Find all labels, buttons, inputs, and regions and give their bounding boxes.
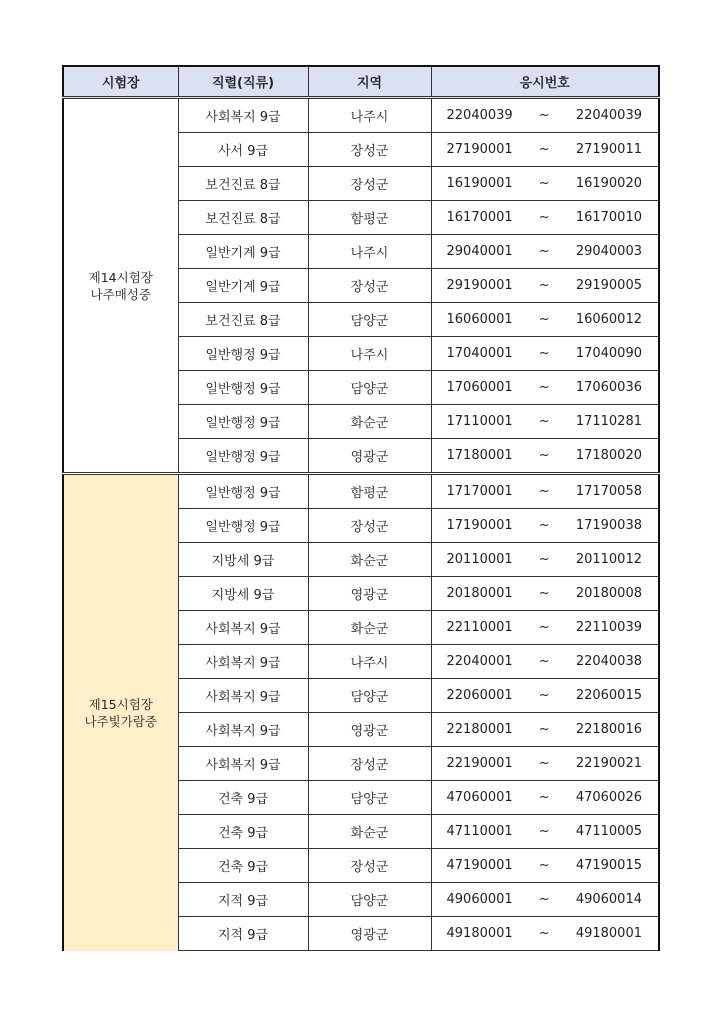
exam-number-range (432, 722, 659, 737)
exam-number-to: 16190020 (575, 176, 642, 191)
exam-number-from: 22040001 (446, 654, 513, 669)
exam-number-to: 49060014 (575, 892, 642, 907)
exam-number-cell (431, 474, 659, 509)
job-series-cell: 일반행정 9급 (178, 509, 308, 543)
exam-number-from: 17040001 (446, 346, 513, 361)
exam-number-cell (431, 611, 659, 645)
exam-site-cell (63, 98, 178, 474)
exam-number-from: 22190001 (446, 756, 513, 771)
exam-number-to: 47190015 (575, 858, 642, 873)
range-tilde: ~ (538, 722, 550, 737)
exam-number-range (432, 654, 659, 669)
job-series-cell: 지방세 9급 (178, 543, 308, 577)
region-cell: 영광군 (308, 439, 431, 474)
exam-number-range (432, 518, 659, 533)
exam-number-range (432, 892, 659, 907)
range-tilde: ~ (538, 484, 550, 499)
exam-number-cell (431, 235, 659, 269)
job-series-cell: 건축 9급 (178, 815, 308, 849)
region-cell: 담양군 (308, 679, 431, 713)
exam-number-range (432, 586, 659, 601)
exam-number-range (432, 926, 659, 941)
exam-number-from: 17060001 (446, 380, 513, 395)
range-tilde: ~ (538, 586, 550, 601)
exam-number-to: 17110281 (575, 414, 642, 429)
exam-number-cell (431, 337, 659, 371)
region-cell: 담양군 (308, 883, 431, 917)
job-series-cell: 사회복지 9급 (178, 645, 308, 679)
exam-number-to: 17060036 (575, 380, 642, 395)
exam-number-from: 29190001 (446, 278, 513, 293)
exam-number-cell (431, 645, 659, 679)
exam-number-to: 49180001 (575, 926, 642, 941)
region-cell: 화순군 (308, 543, 431, 577)
region-cell: 장성군 (308, 167, 431, 201)
exam-site-number: 제15시험장 (88, 696, 153, 712)
job-series-cell: 일반행정 9급 (178, 337, 308, 371)
job-series-cell: 보건진료 8급 (178, 303, 308, 337)
range-tilde: ~ (538, 278, 550, 293)
exam-number-from: 17170001 (446, 484, 513, 499)
exam-number-from: 22110001 (446, 620, 513, 635)
range-tilde: ~ (538, 756, 550, 771)
exam-number-from: 17110001 (446, 414, 513, 429)
region-cell: 영광군 (308, 577, 431, 611)
exam-number-cell (431, 815, 659, 849)
range-tilde: ~ (538, 518, 550, 533)
region-cell: 장성군 (308, 747, 431, 781)
exam-site-number: 제14시험장 (88, 269, 153, 285)
exam-number-range (432, 108, 659, 123)
exam-number-from: 20180001 (446, 586, 513, 601)
exam-number-cell (431, 543, 659, 577)
exam-number-from: 47060001 (446, 790, 513, 805)
range-tilde: ~ (538, 210, 550, 225)
exam-number-cell (431, 371, 659, 405)
header-exam-number: 응시번호 (431, 66, 659, 98)
exam-number-from: 22180001 (446, 722, 513, 737)
region-cell: 나주시 (308, 645, 431, 679)
exam-number-from: 27190001 (446, 142, 513, 157)
range-tilde: ~ (538, 142, 550, 157)
job-series-cell: 지적 9급 (178, 917, 308, 951)
exam-assignment-table (62, 65, 660, 951)
job-series-cell: 일반행정 9급 (178, 474, 308, 509)
range-tilde: ~ (538, 244, 550, 259)
range-tilde: ~ (538, 654, 550, 669)
exam-number-range (432, 448, 659, 463)
table-row (63, 98, 659, 133)
exam-number-to: 17190038 (575, 518, 642, 533)
exam-number-range (432, 824, 659, 839)
region-cell: 담양군 (308, 303, 431, 337)
exam-number-to: 27190011 (575, 142, 642, 157)
exam-number-cell (431, 201, 659, 235)
range-tilde: ~ (538, 312, 550, 327)
exam-number-range (432, 552, 659, 567)
region-cell: 화순군 (308, 405, 431, 439)
exam-number-cell (431, 883, 659, 917)
job-series-cell: 일반기계 9급 (178, 235, 308, 269)
exam-number-range (432, 858, 659, 873)
range-tilde: ~ (538, 926, 550, 941)
exam-number-range (432, 484, 659, 499)
range-tilde: ~ (538, 892, 550, 907)
exam-number-range (432, 142, 659, 157)
range-tilde: ~ (538, 108, 550, 123)
region-cell: 나주시 (308, 337, 431, 371)
region-cell: 화순군 (308, 815, 431, 849)
exam-number-range (432, 620, 659, 635)
exam-number-cell (431, 747, 659, 781)
exam-number-cell (431, 849, 659, 883)
exam-number-to: 17180020 (575, 448, 642, 463)
exam-number-to: 47060026 (575, 790, 642, 805)
job-series-cell: 일반기계 9급 (178, 269, 308, 303)
job-series-cell: 사회복지 9급 (178, 98, 308, 133)
exam-number-from: 29040001 (446, 244, 513, 259)
region-cell: 나주시 (308, 98, 431, 133)
range-tilde: ~ (538, 448, 550, 463)
exam-number-from: 20110001 (446, 552, 513, 567)
exam-number-cell (431, 405, 659, 439)
exam-number-cell (431, 577, 659, 611)
exam-number-from: 16190001 (446, 176, 513, 191)
exam-site-school: 나주매성중 (90, 286, 151, 302)
exam-number-to: 22190021 (575, 756, 642, 771)
region-cell: 영광군 (308, 917, 431, 951)
range-tilde: ~ (538, 346, 550, 361)
exam-number-from: 17190001 (446, 518, 513, 533)
exam-number-from: 22040039 (446, 108, 513, 123)
region-cell: 영광군 (308, 713, 431, 747)
exam-number-to: 20110012 (575, 552, 642, 567)
exam-number-from: 16170001 (446, 210, 513, 225)
exam-number-to: 22060015 (575, 688, 642, 703)
exam-number-to: 17040090 (575, 346, 642, 361)
exam-number-range (432, 210, 659, 225)
exam-number-to: 20180008 (575, 586, 642, 601)
job-series-cell: 사회복지 9급 (178, 747, 308, 781)
exam-site-cell (63, 474, 178, 951)
exam-number-from: 17180001 (446, 448, 513, 463)
exam-number-cell (431, 269, 659, 303)
region-cell: 장성군 (308, 509, 431, 543)
exam-number-range (432, 688, 659, 703)
exam-number-cell (431, 98, 659, 133)
exam-number-from: 49060001 (446, 892, 513, 907)
job-series-cell: 지적 9급 (178, 883, 308, 917)
exam-number-to: 47110005 (575, 824, 642, 839)
range-tilde: ~ (538, 414, 550, 429)
exam-number-to: 17170058 (575, 484, 642, 499)
job-series-cell: 지방세 9급 (178, 577, 308, 611)
range-tilde: ~ (538, 552, 550, 567)
exam-number-cell (431, 439, 659, 474)
range-tilde: ~ (538, 380, 550, 395)
exam-number-to: 29190005 (575, 278, 642, 293)
region-cell: 담양군 (308, 371, 431, 405)
job-series-cell: 보건진료 8급 (178, 167, 308, 201)
header-region: 지역 (308, 66, 431, 98)
exam-number-cell (431, 917, 659, 951)
header-row (63, 66, 659, 98)
exam-number-cell (431, 679, 659, 713)
exam-number-from: 47190001 (446, 858, 513, 873)
exam-number-from: 47110001 (446, 824, 513, 839)
header-job-series: 직렬(직류) (178, 66, 308, 98)
exam-number-to: 22040038 (575, 654, 642, 669)
exam-number-range (432, 244, 659, 259)
exam-number-range (432, 414, 659, 429)
exam-number-cell (431, 303, 659, 337)
table-body (63, 98, 659, 951)
exam-number-range (432, 278, 659, 293)
exam-number-cell (431, 167, 659, 201)
job-series-cell: 일반행정 9급 (178, 405, 308, 439)
header-exam-site: 시험장 (63, 66, 178, 98)
range-tilde: ~ (538, 620, 550, 635)
job-series-cell: 사서 9급 (178, 133, 308, 167)
exam-number-cell (431, 133, 659, 167)
region-cell: 장성군 (308, 133, 431, 167)
exam-site-school: 나주빛가람중 (84, 713, 157, 729)
exam-number-range (432, 312, 659, 327)
exam-number-range (432, 346, 659, 361)
region-cell: 화순군 (308, 611, 431, 645)
region-cell: 나주시 (308, 235, 431, 269)
job-series-cell: 사회복지 9급 (178, 679, 308, 713)
exam-number-from: 49180001 (446, 926, 513, 941)
exam-number-from: 22060001 (446, 688, 513, 703)
job-series-cell: 사회복지 9급 (178, 611, 308, 645)
exam-number-to: 22040039 (575, 108, 642, 123)
exam-number-cell (431, 713, 659, 747)
exam-number-range (432, 756, 659, 771)
table-row (63, 474, 659, 509)
region-cell: 함평군 (308, 474, 431, 509)
exam-number-to: 16170010 (575, 210, 642, 225)
exam-number-range (432, 380, 659, 395)
region-cell: 장성군 (308, 849, 431, 883)
exam-number-from: 16060001 (446, 312, 513, 327)
job-series-cell: 건축 9급 (178, 781, 308, 815)
job-series-cell: 보건진료 8급 (178, 201, 308, 235)
range-tilde: ~ (538, 824, 550, 839)
exam-number-to: 22110039 (575, 620, 642, 635)
job-series-cell: 일반행정 9급 (178, 439, 308, 474)
exam-number-to: 22180016 (575, 722, 642, 737)
region-cell: 담양군 (308, 781, 431, 815)
region-cell: 장성군 (308, 269, 431, 303)
exam-number-range (432, 790, 659, 805)
range-tilde: ~ (538, 176, 550, 191)
region-cell: 함평군 (308, 201, 431, 235)
exam-number-cell (431, 509, 659, 543)
exam-number-cell (431, 781, 659, 815)
exam-number-to: 16060012 (575, 312, 642, 327)
job-series-cell: 사회복지 9급 (178, 713, 308, 747)
range-tilde: ~ (538, 688, 550, 703)
exam-number-range (432, 176, 659, 191)
range-tilde: ~ (538, 790, 550, 805)
job-series-cell: 건축 9급 (178, 849, 308, 883)
job-series-cell: 일반행정 9급 (178, 371, 308, 405)
exam-number-to: 29040003 (575, 244, 642, 259)
range-tilde: ~ (538, 858, 550, 873)
